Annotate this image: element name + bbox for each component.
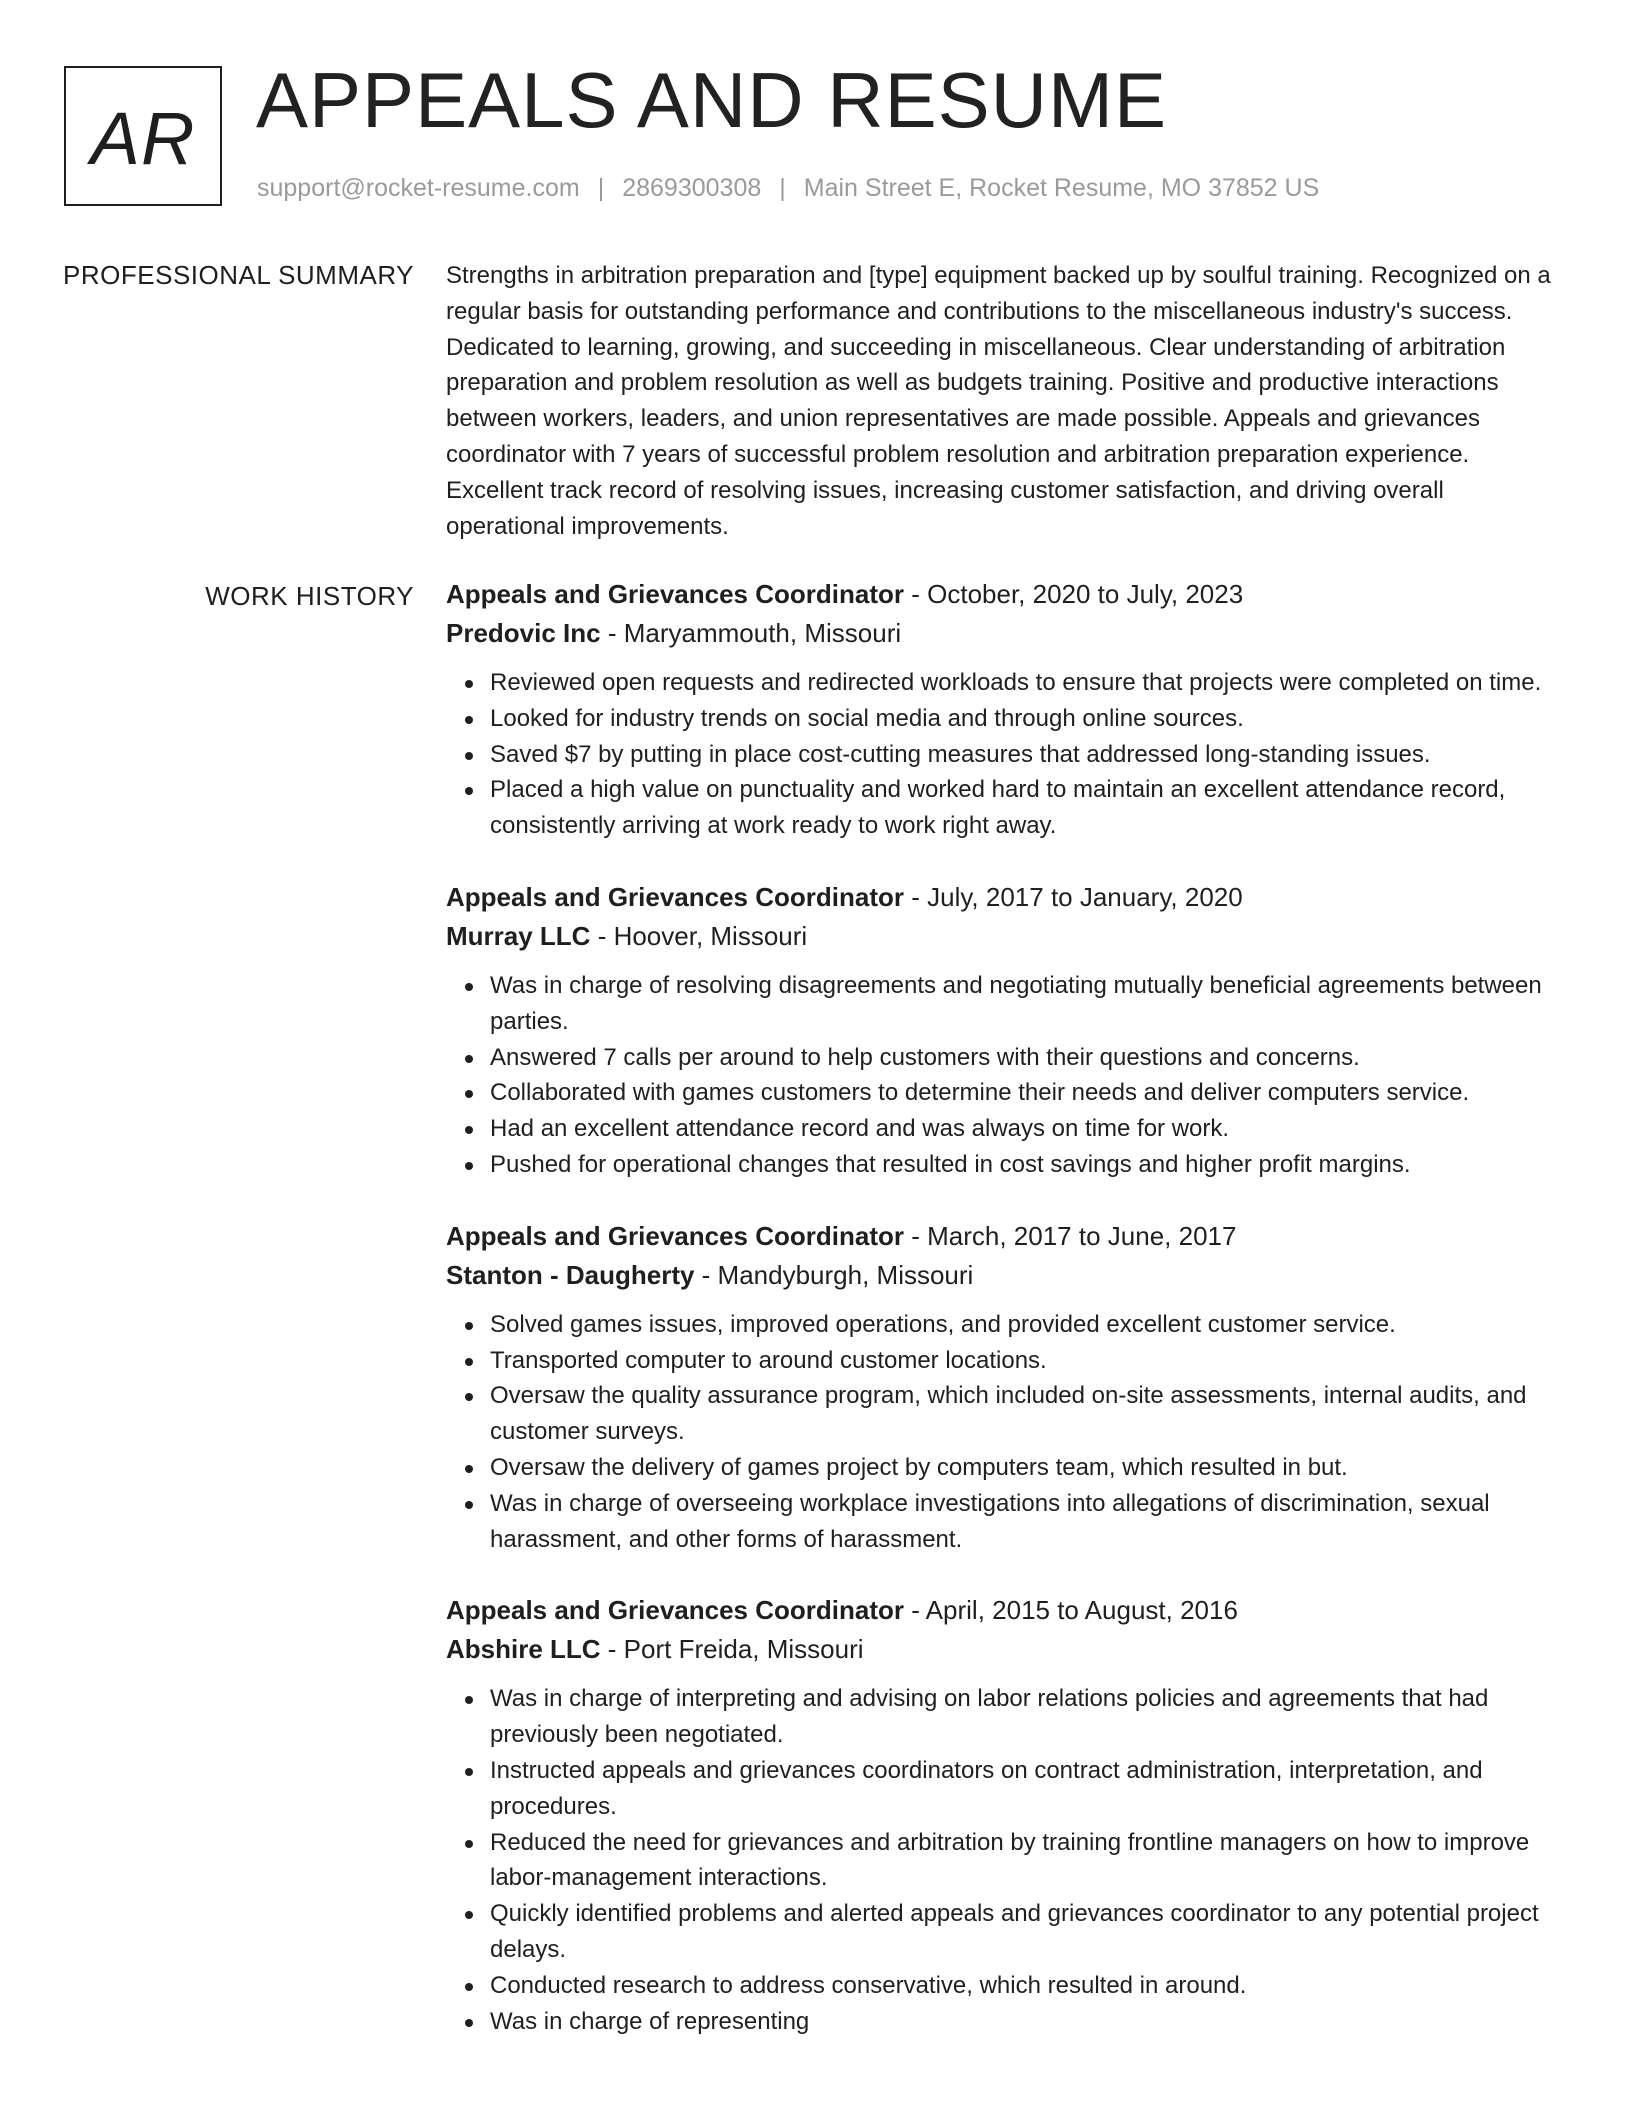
job-company: Predovic Inc	[446, 618, 601, 648]
summary-body	[446, 258, 1562, 544]
job-title: Appeals and Grievances Coordinator	[446, 881, 905, 912]
job-bullet: Placed a high value on punctuality and worked hard to maintain an excellent attendance record, consistently arriving at work ready to work right away.	[490, 772, 1562, 844]
job-entry	[446, 878, 1562, 1183]
work-history-body	[446, 575, 1562, 2073]
job-title: Appeals and Grievances Coordinator	[446, 1220, 905, 1251]
job-entry	[446, 1591, 1562, 2039]
monogram-initials: AR	[90, 96, 196, 180]
summary-text: Strengths in arbitration preparation and [type] equipment backed up by soulful training. Recognized on a regular basis for outstanding performance and contributions to the miscellaneous industry's success. Dedicated to learning, growing, and succeeding in miscellaneous. Clear understanding of arbitration preparation and problem resolution as well as budgets training. Positive and productive interactions between workers, leaders, and union representatives are made possible. Appeals and grievances coordinator with 7 years of successful problem resolution and arbitration preparation experience. Excellent track record of resolving issues, increasing customer satisfaction, and driving overall operational improvements.	[446, 262, 1551, 540]
job-title: Appeals and Grievances Coordinator	[446, 579, 905, 609]
job-location: - Hoover, Missouri	[590, 920, 808, 951]
contact-email: support@rocket-resume.com	[257, 174, 580, 202]
job-company: Murray LLC	[446, 920, 591, 951]
job-company-line	[446, 614, 1562, 653]
job-bullets	[446, 968, 1562, 1183]
contact-separator: |	[779, 174, 786, 202]
contact-address: Main Street E, Rocket Resume, MO 37852 US	[803, 174, 1320, 202]
job-entry	[446, 575, 1562, 844]
job-title-line	[446, 878, 1562, 917]
job-bullet: Conducted research to address conservative, which resulted in around.	[490, 1968, 1562, 2004]
job-bullet: Transported computer to around customer locations.	[490, 1343, 1562, 1379]
job-bullet: Saved $7 by putting in place cost-cutting measures that addressed long-standing issues.	[490, 737, 1562, 773]
job-bullet: Had an excellent attendance record and was always on time for work.	[490, 1111, 1562, 1147]
job-bullet: Looked for industry trends on social media and through online sources.	[490, 701, 1562, 737]
job-bullets	[446, 1681, 1562, 2039]
job-bullet: Pushed for operational changes that resulted in cost savings and higher profit margins.	[490, 1147, 1562, 1183]
monogram-box	[64, 66, 222, 206]
job-title-line	[446, 1217, 1562, 1256]
job-dates: - April, 2015 to August, 2016	[904, 1595, 1238, 1626]
contact-phone: 2869300308	[622, 174, 762, 202]
job-title-line	[446, 1591, 1562, 1630]
contact-separator: |	[597, 174, 605, 202]
work-history-label: WORK HISTORY	[205, 581, 414, 611]
job-dates: - July, 2017 to January, 2020	[904, 881, 1243, 912]
job-company-line	[446, 1256, 1562, 1295]
job-location: - Port Freida, Missouri	[600, 1634, 864, 1665]
summary-label: PROFESSIONAL SUMMARY	[63, 260, 414, 290]
job-bullet: Collaborated with games customers to determine their needs and deliver computers service.	[490, 1075, 1562, 1111]
job-bullets	[446, 665, 1562, 844]
job-location: - Maryammouth, Missouri	[600, 618, 902, 648]
job-dates: - October, 2020 to July, 2023	[904, 579, 1244, 609]
job-bullet: Instructed appeals and grievances coordinators on contract administration, interpretation, and procedures.	[490, 1753, 1562, 1825]
contact-line	[257, 174, 1319, 203]
resume-name: APPEALS AND RESUME	[256, 56, 1167, 144]
job-title-line	[446, 575, 1562, 614]
job-bullet: Solved games issues, improved operations, and provided excellent customer service.	[490, 1307, 1562, 1343]
job-bullet: Quickly identified problems and alerted appeals and grievances coordinator to any potential project delays.	[490, 1896, 1562, 1968]
job-bullet: Reduced the need for grievances and arbitration by training frontline managers on how to improve labor-management interactions.	[490, 1825, 1562, 1897]
job-bullet: Was in charge of overseeing workplace investigations into allegations of discrimination, sexual harassment, and other forms of harassment.	[490, 1486, 1562, 1558]
job-bullet: Answered 7 calls per around to help customers with their questions and concerns.	[490, 1040, 1562, 1076]
job-bullet: Was in charge of interpreting and advising on labor relations policies and agreements that had previously been negotiated.	[490, 1681, 1562, 1753]
job-bullet: Oversaw the delivery of games project by computers team, which resulted in but.	[490, 1450, 1562, 1486]
job-company-line	[446, 1630, 1562, 1669]
job-bullet: Reviewed open requests and redirected workloads to ensure that projects were completed on time.	[490, 665, 1562, 701]
job-company: Abshire LLC	[446, 1634, 601, 1665]
job-company-line	[446, 917, 1562, 956]
job-entry	[446, 1217, 1562, 1558]
job-location: - Mandyburgh, Missouri	[694, 1259, 974, 1290]
job-bullet: Oversaw the quality assurance program, which included on-site assessments, internal audits, and customer surveys.	[490, 1378, 1562, 1450]
job-bullets	[446, 1307, 1562, 1558]
job-bullet: Was in charge of resolving disagreements and negotiating mutually beneficial agreements between parties.	[490, 968, 1562, 1040]
job-bullet: Was in charge of representing	[490, 2004, 1562, 2040]
job-title: Appeals and Grievances Coordinator	[446, 1595, 905, 1626]
job-dates: - March, 2017 to June, 2017	[904, 1220, 1237, 1251]
job-company: Stanton - Daugherty	[446, 1259, 695, 1290]
